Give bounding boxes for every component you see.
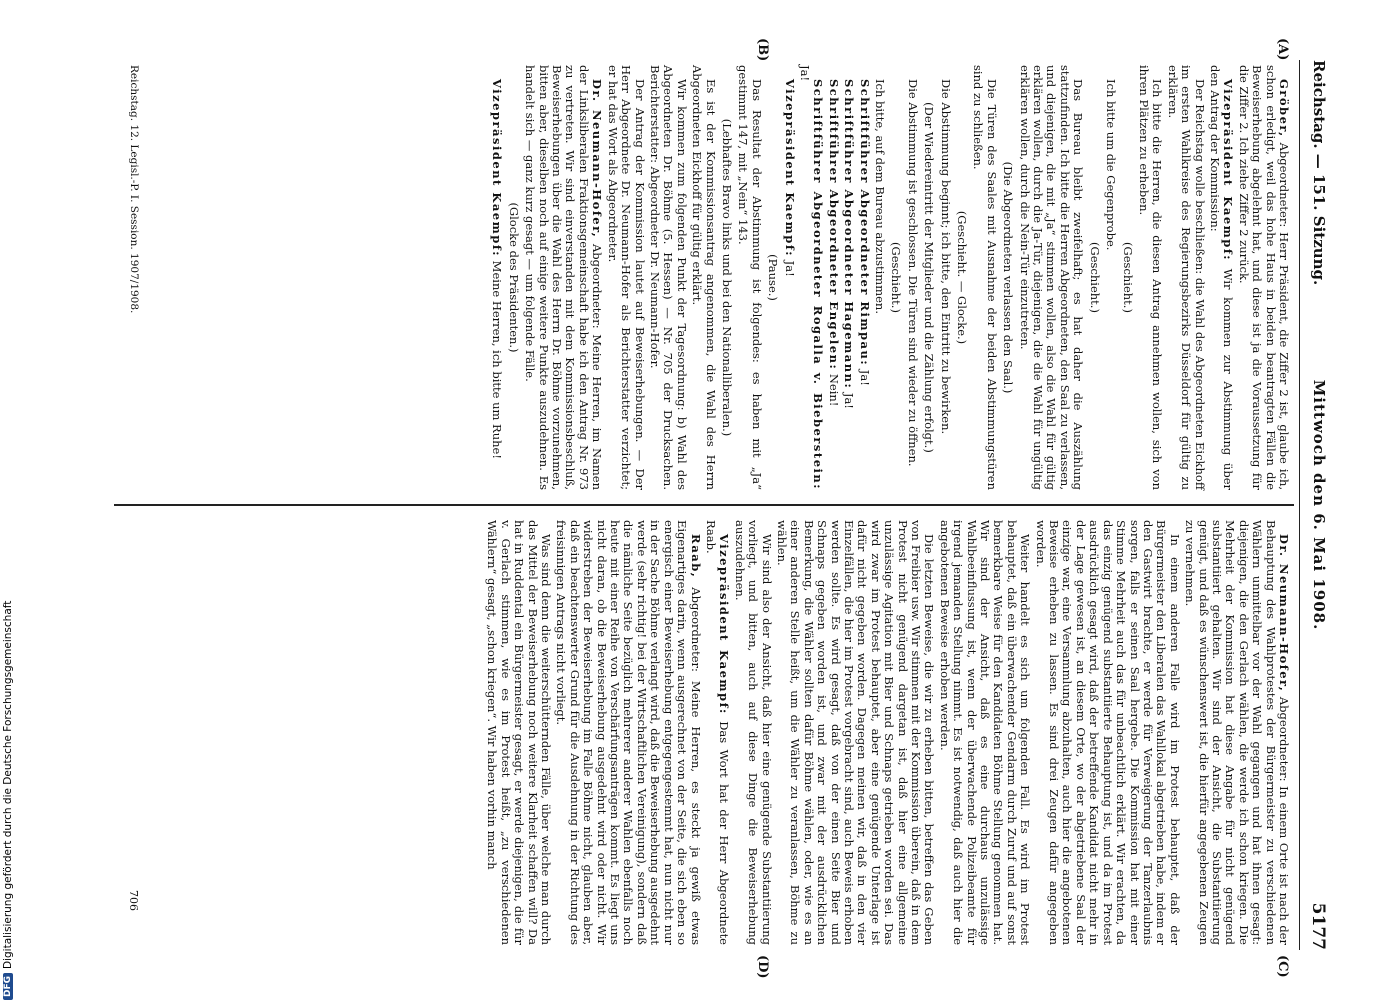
speaker-name: Schriftführer Abgeordneter Rimpau: bbox=[857, 79, 872, 367]
speaker-name: Gröber, bbox=[1277, 79, 1291, 138]
paragraph bbox=[889, 65, 902, 490]
paragraph-text: Ja! bbox=[782, 257, 797, 277]
margin-mark-d: (D) bbox=[755, 955, 770, 979]
paragraph-text: (Geschieht.) bbox=[889, 242, 904, 313]
paragraph-text: In einem anderen Falle wird im Protest behauptet, daß der Bürgermeister den Liberalen das Wahllokal abgetrieben habe, indem er den Gastwirt brachte, er werde für Verweigerung der Tanzerlaubnis sorgen, falls er seinen Saal hergebe. Die Kommission hat mit einer Stimme Mehrheit auch das für unbeachtlich erklärt. Wir erachten, da das einzig genügend substantiierte Behauptung ist, und da im Protest ausdrücklich gesagt wird, daß der betreffende Kandidat nicht mehr in der Lage gewesen ist, an diesem Orte, wo der abgetriebene Saal der einzige war, eine Versammlung abzuhalten, auch hier die angebotenen Beweise erheben zu lassen. Es sind drei Zeugen dafür angegeben worden. bbox=[1033, 520, 1182, 945]
paragraph-text: Das Wort hat der Herr Abgeordnete Raab. bbox=[703, 520, 732, 945]
header-session: Reichstag. — 151. Sitzung. bbox=[1310, 60, 1328, 286]
paragraph-text: Die Abstimmung ist geschlossen. Die Türen sind wieder zu öffnen. bbox=[905, 79, 920, 467]
speaker-name: Vizepräsident Kaempf: bbox=[717, 534, 732, 715]
paragraph bbox=[506, 65, 519, 490]
side-credit-text: Digitalisierung gefördert durch die Deutsche Forschungsgemeinschaft bbox=[2, 600, 14, 969]
speaker-name: Dr. Neumann-Hofer, bbox=[590, 79, 605, 239]
paragraph bbox=[971, 65, 998, 490]
paragraph-text: Der Antrag der Kommission lautet auf Beweiserhebungen. — Der Herr Abgeordnete Dr. Neumann-Hofer als Berichterstatter verzichtet; er hat das Wort als Abgeordneter. bbox=[605, 65, 647, 490]
paragraph-text: (Geschieht.) bbox=[1120, 242, 1135, 313]
dfg-logo: DFG bbox=[3, 973, 13, 1000]
paragraph bbox=[873, 65, 886, 490]
footer-citation: Reichstag. 12. Legisl.-P. I. Session. 1907/1908. bbox=[128, 65, 140, 314]
paragraph bbox=[1001, 65, 1014, 490]
paragraph-text: (Pause.) bbox=[766, 254, 781, 301]
paragraph-text: Abgeordneter: Meine Herren, im Namen der Linksliberalen Fraktionsgemeinschaft habe ich den Antrag Nr. 973 zu vertreten. Wir sind einverstanden mit dem Kommissionsbeschluß, Beweiserhebungen über die Wahl des Herrn Dr. Böhme vorzunehmen, bitten aber, dieselben noch auf einige weitere Punkte auszudehnen. Es handelt sich — ganz kurz gesagt — um folgende Fälle. bbox=[523, 65, 605, 490]
side-credit bbox=[0, 580, 16, 1000]
speaker-name: Vizepräsident Kaempf: bbox=[490, 79, 505, 258]
page-header bbox=[1302, 60, 1332, 950]
paragraph-text: Ja! bbox=[798, 65, 812, 82]
paragraph bbox=[1137, 65, 1164, 490]
footer-page-number: 706 bbox=[127, 890, 140, 911]
header-date: Mittwoch den 6. Mai 1908. bbox=[1310, 379, 1328, 631]
paragraph-text: (Der Wiedereintritt der Mitglieder und die Zählung erfolgt.) bbox=[922, 102, 937, 453]
paragraph-text: Ich bitte die Herren, die diesen Antrag annehmen wollen, sich von ihren Plätzen zu erheben. bbox=[1136, 65, 1165, 490]
paragraph-text: Weiter handelt es sich um folgenden Fall. Es wird im Protest behauptet, daß ein überwachender Gendarm durch Zuruf und auf sonst bemerkbare Weise für den Kandidaten Böhme Stellung genommen hat. Wir sind der Ansicht, daß es eine durchaus unzulässige Wahlbeeinflussung ist, wenn der überwachende Polizeibeamte für irgend jemanden Stellung nimmt. Es ist notwendig, daß auch hier die angebotenen Beweise erhoben werden. bbox=[937, 520, 1033, 945]
margin-mark-a: (A) bbox=[1275, 38, 1290, 61]
paragraph bbox=[736, 65, 763, 490]
document-page bbox=[80, 30, 1340, 980]
paragraph-text: Das Bureau bleibt zweifelhaft; es hat daher die Auszählung stattzufinden. Ich bitte die Herren Abgeordneten, den Saal zu verlassen, und diejenigen, die mit „Ja“ stimmen wollen, also die Wahl für gültig erklären wollen, durch die Ja-Tür, diejenigen, die die Wahl für ungültig erklären wollen, durch die Nein-Tür einzutreten. bbox=[1017, 65, 1086, 490]
margin-mark-b: (B) bbox=[755, 38, 770, 62]
paragraph-text: Ich bitte um die Gegenprobe. bbox=[1104, 79, 1119, 251]
left-column bbox=[488, 65, 1290, 490]
paragraph-text: Abgeordneter: In einem Orte ist nach der Behauptung des Wahlprotestes der Bürgermeister zu verschiedenen Wählern unmittelbar vor der Wahl gegangen und hat ihnen gesagt: diejenigen, die den Gerlach wählen, die werde ich schon kriegen. Die Mehrheit der Kommission hat diese Angabe für nicht genügend substantiiert gehalten. Wir sind der Ansicht, die Substantiierung genügt, und daß es wünschenswert ist, die hierfür angegebenen Zeugen zu vernehmen. bbox=[1183, 520, 1291, 945]
paragraph-text: Ja! bbox=[857, 366, 872, 386]
paragraph bbox=[842, 65, 855, 490]
paragraph bbox=[490, 65, 503, 490]
speaker-name: Dr. Neumann-Hofer, bbox=[1277, 534, 1291, 693]
paragraph bbox=[1165, 65, 1205, 490]
paragraph bbox=[732, 520, 772, 945]
paragraph-text: Abgeordneter: Meine Herren, es steckt ja gewiß etwas Eigenartiges darin, wenn ausgerechnet von der Seite, die sich eben so energisch einer Beweiserhebung entgegengestemmt hat, nun nicht nur in der Sache Böhme verlangt wird, daß die Beweiserhebung ausgedehnt werde (sehr richtig! bei der Wirtschaftlichen Vereinigung), sondern daß die nämliche Seite bezüglich mehrerer anderer Wahlen ebenfalls noch heute mit einer Reihe von Verschärfungsanträgen kommt. Es liegt uns nicht daran, ob die Beweiserhebung ausgedehnt wird oder nicht. Wir widerstreben der Beweiserhebung im Falle Böhme nicht, glauben aber, daß ein beachtenswerter Grund für die Ausdehnung in der Richtung des freisinnigen Antrags nicht vorliegt. bbox=[554, 520, 703, 945]
paragraph-text: Das Resultat der Abstimmung ist folgendes: es haben mit „Ja“ gestimmt 147, mit „Nein“ 143. bbox=[736, 65, 764, 490]
paragraph bbox=[1104, 65, 1117, 490]
paragraph-text: Es ist der Kommissionsantrag angenommen, die Wahl des Herrn Abgeordneten Eickhoff für gültig erklärt. bbox=[690, 65, 718, 490]
speaker-name: Vizepräsident Kaempf: bbox=[1221, 79, 1236, 262]
paragraph-text: (Glocke des Präsidenten.) bbox=[506, 202, 521, 353]
paragraph bbox=[938, 65, 951, 490]
paragraph bbox=[937, 520, 1031, 945]
paragraph-text: (Die Abgeordneten verlassen den Saal.) bbox=[1001, 161, 1016, 394]
paragraph bbox=[720, 65, 733, 490]
paragraph-text: Die Abstimmung beginnt; ich bitte, den Eintritt zu bewirken. bbox=[938, 79, 953, 435]
paragraph-text: Wir kommen zum folgenden Punkt der Tagesordnung: b) Wahl des Abgeordneten Dr. Böhme (5. Hessen) — Nr. 705 der Drucksachen. Berichterstatter: Abgeordneter Dr. Neumann-Hofer. bbox=[647, 65, 689, 490]
column-divider bbox=[114, 504, 1294, 506]
header-rule bbox=[1299, 60, 1300, 950]
paragraph bbox=[775, 520, 936, 945]
paragraph bbox=[485, 520, 552, 945]
paragraph-text: Wir kommen zur Abstimmung über den Antrag der Kommission: bbox=[1207, 65, 1236, 490]
paragraph-text: (Geschieht.) bbox=[1087, 242, 1102, 313]
paragraph bbox=[605, 65, 645, 490]
paragraph bbox=[1017, 65, 1084, 490]
paragraph bbox=[1120, 65, 1133, 490]
paragraph bbox=[1087, 65, 1100, 490]
paragraph-text: Der Reichstag wolle beschließen: die Wahl des Abgeordneten Eickhoff im ersten Wahlkreise des Regierungsbezirks Düsseldorf für gültig zu erklären. bbox=[1165, 65, 1207, 490]
paragraph-text: Ja! bbox=[842, 389, 857, 409]
paragraph bbox=[782, 65, 795, 490]
paragraph-text: (Lebhaftes Bravo links und bei den Nationalliberalen.) bbox=[719, 118, 734, 437]
paragraph-text: Die Türen des Saales mit Ausnahme der beiden Abstimmungstüren sind zu schließen. bbox=[971, 65, 999, 490]
speaker-name: Vizepräsident Kaempf: bbox=[782, 79, 797, 258]
paragraph-text: Nein! bbox=[826, 370, 841, 407]
paragraph bbox=[554, 520, 701, 945]
paragraph-text: (Geschieht. — Glocke.) bbox=[955, 210, 970, 345]
speaker-name: Schriftführer Abgeordneter Engelen: bbox=[826, 79, 841, 371]
paragraph bbox=[1236, 65, 1290, 490]
paragraph-text: Abgeordneter: Herr Präsident, die Ziffer 2 ist, glaube ich, schon erledigt, weil das hohe Haus in beiden beantragten Fällen die Beweiserhebung abgelehnt hat, und diese ist ja die Voraussetzung für die Ziffer 2. Ich ziehe Ziffer 2 zurück. bbox=[1236, 65, 1291, 490]
paragraph bbox=[704, 520, 731, 945]
paragraph bbox=[1033, 520, 1180, 945]
paragraph-text: Meine Herren, ich bitte um Ruhe! bbox=[490, 257, 505, 459]
paragraph bbox=[648, 65, 688, 490]
margin-mark-c: (C) bbox=[1275, 955, 1290, 978]
paragraph bbox=[690, 65, 717, 490]
paragraph bbox=[766, 65, 779, 490]
paragraph bbox=[523, 65, 603, 490]
speaker-name: Schriftführer Abgeordneter Hagemann: bbox=[842, 79, 857, 390]
paragraph-text: Wir sind also der Ansicht, daß hier eine genügende Substantiierung vorliegt, und bitten, auch auf diese Dinge die Beweiserhebung auszudehnen. bbox=[732, 520, 774, 945]
header-page-number: 5177 bbox=[1308, 902, 1328, 950]
speaker-name: Schriftführer Abgeordneter Rogalla v. Bieberstein: bbox=[811, 79, 826, 490]
paragraph-text: Was sind denn die weiterschütternden Fälle, über welche man durch das Mittel der Beweiserhebung noch weitere Klarheit schaffen will? Da hat in Ruddental ein Bürgermeister gesagt, er werde diejenigen, die für v. Gerlach stimmen, wie es im Protest heißt, „zu verschiedenen Wählern“ gesagt, „schon kriegen“. Wir haben vorhin manch bbox=[485, 520, 554, 945]
paragraph bbox=[826, 65, 839, 490]
paragraph bbox=[1183, 520, 1290, 945]
paragraph-text: Die letzten Beweise, die wir zu erheben bitten, betreffen das Geben von Freibier usw. Wir stimmen mit der Kommission überein, daß in dem Protest nicht genügend dargetan ist, daß hier eine allgemeine unzulässige Agitation mit Bier und Schnaps getrieben worden sei. Das wird zwar im Protest behauptet, aber eine genügende Unterlage ist dafür nicht gegeben worden. Dagegen meinen wir, daß in den vier Einzelfällen, die hier im Protest vorgebracht sind, auch Beweis erhoben werden sollte. Es wird gesagt, daß von der einen Seite Bier und Schnaps gegeben worden ist, und zwar mit der ausdrücklichen Bemerkung, die Wähler sollten dafür Böhme wählen, oder, wie es an einer anderen Stelle heißt, um die Wähler zu veranlassen, Böhme zu wählen. bbox=[774, 520, 937, 945]
paragraph bbox=[857, 65, 870, 490]
right-column bbox=[483, 520, 1290, 945]
speaker-name: Raab, bbox=[688, 534, 703, 579]
paragraph-text: Ich bitte, auf dem Bureau abzustimmen. bbox=[873, 79, 888, 314]
paragraph bbox=[905, 65, 918, 490]
paragraph bbox=[955, 65, 968, 490]
paragraph bbox=[1208, 65, 1235, 490]
paragraph bbox=[798, 65, 825, 490]
paragraph bbox=[922, 65, 935, 490]
